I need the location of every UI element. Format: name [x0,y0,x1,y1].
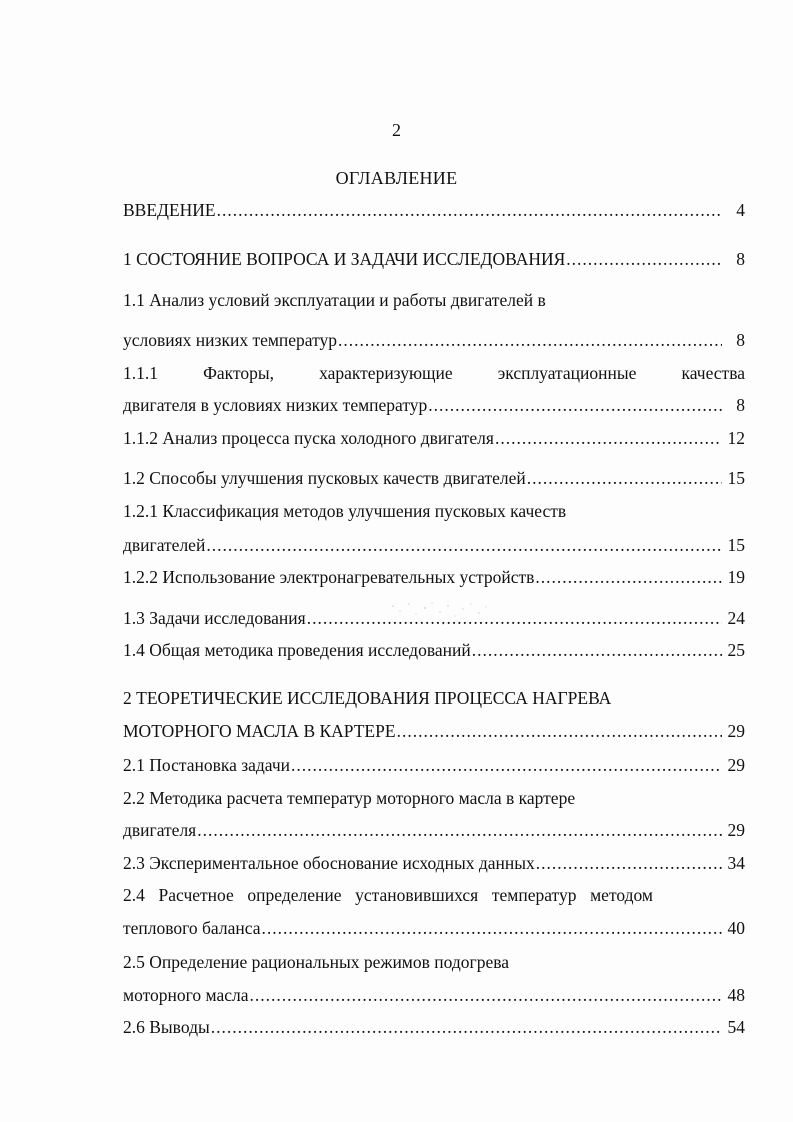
toc-entry-2-1[interactable] [123,754,745,776]
toc-entry-text: теплового баланса [123,918,261,938]
toc-entry-1-2-1[interactable] [123,534,745,556]
toc-entry-2-2-line1[interactable]: 2.2 Методика расчета температур моторного масла в картере [123,788,576,808]
toc-entry-text: 1.1.2 Анализ процесса пуска холодного двигателя [123,428,494,448]
toc-entry-intro[interactable] [123,199,745,221]
toc-entry-page: 15 [727,468,745,488]
toc-leader-dots [291,754,722,776]
toc-leader-dots [397,720,722,742]
toc-entry-page: 25 [727,640,745,660]
toc-entry-page: 29 [727,820,745,840]
toc-entry-2-2[interactable] [123,819,745,841]
toc-entry-page: 8 [736,395,745,415]
scan-noise-speckles [385,600,495,628]
toc-entry-2-5[interactable] [123,984,745,1006]
toc-entry-1-1[interactable] [123,329,745,351]
toc-entry-text: двигателя [123,820,197,840]
toc-leader-dots [566,248,722,270]
toc-entry-text: МОТОРНОГО МАСЛА В КАРТЕРЕ [123,721,396,741]
toc-entry-1-1-line1[interactable]: 1.1 Анализ условий эксплуатации и работы двигателей в [123,290,546,310]
toc-leader-dots [307,607,722,629]
toc-entry-1-2-1-line1[interactable]: 1.2.1 Классификация методов улучшения пусковых качеств [123,501,567,521]
toc-entry-page: 29 [727,755,745,775]
toc-entry-1-1-1[interactable] [123,394,745,416]
toc-entry-page: 4 [736,200,745,220]
toc-entry-text: моторного масла [123,985,249,1005]
toc-leader-dots [206,534,722,556]
toc-entry-text: 2.3 Экспериментальное обоснование исходных данных [123,853,535,873]
toc-entry-2-4[interactable] [123,917,745,939]
toc-title: ОГЛАВЛЕНИЕ [335,168,458,188]
page-number: 2 [392,120,401,140]
toc-entry-2-5-line1[interactable]: 2.5 Определение рациональных режимов подогрева [123,952,510,972]
toc-entry-page: 24 [727,608,745,628]
toc-entry-text: 2.6 Выводы [123,1017,210,1037]
toc-entry-page: 54 [727,1017,745,1037]
toc-entry-page: 15 [727,535,745,555]
toc-leader-dots [536,852,722,874]
toc-leader-dots [535,566,722,588]
toc-entry-text: двигателя в условиях низких температур [123,395,428,415]
toc-leader-dots [527,467,722,489]
toc-entry-page: 34 [727,853,745,873]
toc-leader-dots [249,984,722,1006]
toc-entry-page: 48 [727,985,745,1005]
toc-entry-text: 1 СОСТОЯНИЕ ВОПРОСА И ЗАДАЧИ ИССЛЕДОВАНИЯ [123,249,566,269]
toc-entry-text: ВВЕДЕНИЕ [123,200,216,220]
toc-entry-page: 29 [727,721,745,741]
toc-entry-text: 1.3 Задачи исследования [123,608,306,628]
toc-leader-dots [428,394,722,416]
toc-entry-text: двигателей [123,535,206,555]
toc-leader-dots [211,1016,722,1038]
toc-entry-chapter-1[interactable] [123,248,745,270]
toc-leader-dots [261,917,722,939]
toc-entry-1-2-2[interactable] [123,566,745,588]
toc-entry-text: 1.4 Общая методика проведения исследований [123,640,471,660]
toc-entry-text: 1.2 Способы улучшения пусковых качеств двигателей [123,468,526,488]
toc-entry-1-1-1-line1[interactable]: 1.1.1 Факторы, характеризующие эксплуатационные качества [123,363,745,383]
toc-entry-page: 19 [727,567,745,587]
toc-leader-dots [338,329,722,351]
toc-entry-1-1-2[interactable] [123,427,745,449]
toc-leader-dots [495,427,722,449]
toc-entry-1-2[interactable] [123,467,745,489]
toc-entry-1-4[interactable] [123,639,745,661]
toc-entry-page: 8 [736,249,745,269]
toc-entry-page: 8 [736,330,745,350]
toc-leader-dots [472,639,722,661]
toc-entry-chapter-2[interactable] [123,720,745,742]
toc-entry-page: 40 [727,918,745,938]
toc-entry-text: условиях низких температур [123,330,338,350]
toc-entry-text: 2.1 Постановка задачи [123,755,291,775]
toc-entry-page: 12 [727,428,745,448]
toc-leader-dots [197,819,722,841]
toc-entry-chapter-2-line1[interactable]: 2 ТЕОРЕТИЧЕСКИЕ ИССЛЕДОВАНИЯ ПРОЦЕССА НАГРЕВА [123,688,612,708]
toc-entry-text: 1.2.2 Использование электронагревательных устройств [123,567,535,587]
toc-entry-2-6[interactable] [123,1016,745,1038]
toc-entry-2-3[interactable] [123,852,745,874]
toc-entry-2-4-line1[interactable]: 2.4 Расчетное определение установившихся температур методом [123,885,653,905]
toc-leader-dots [217,199,722,221]
